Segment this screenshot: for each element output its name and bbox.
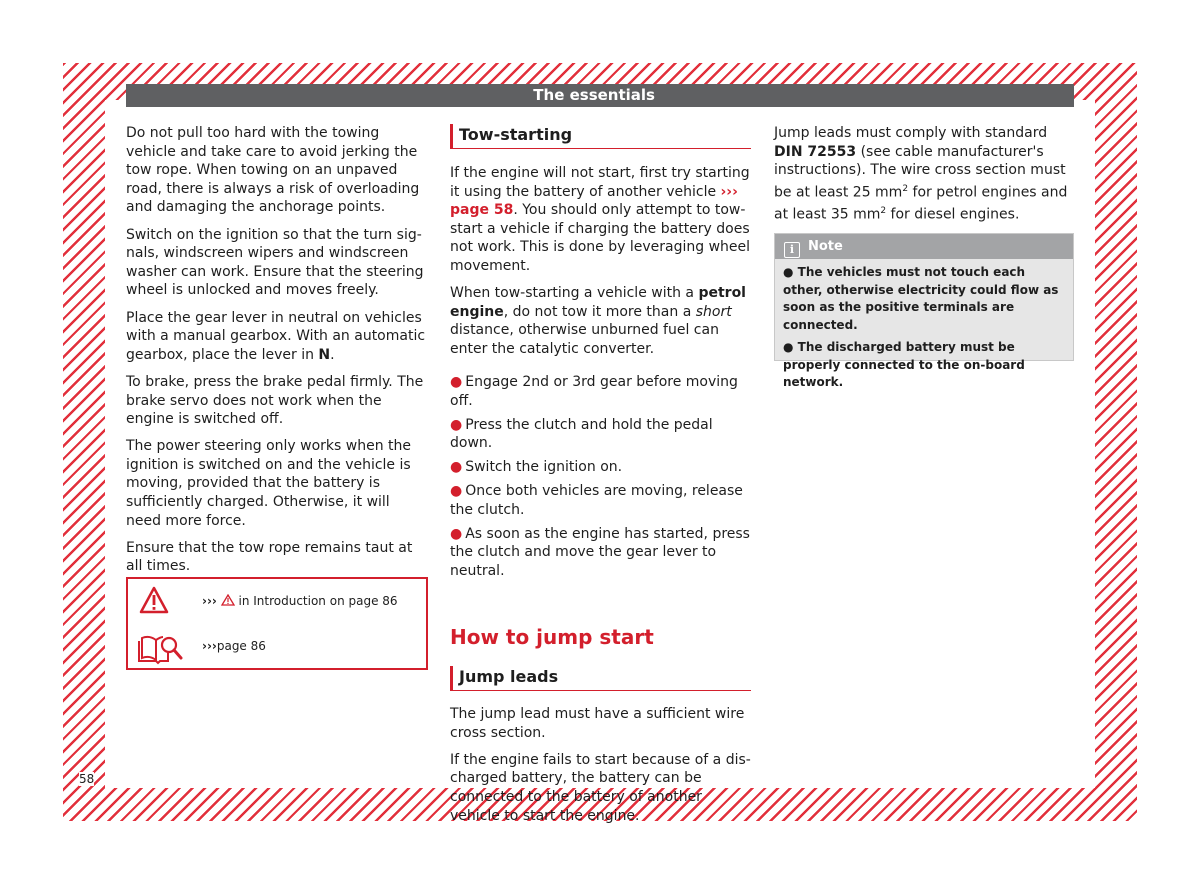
column-right [774,124,1074,233]
chevron-link-icon: ››› [202,639,217,653]
text-span: . You should only attempt to tow-start a vehicle if charging the battery does not work. This is done by leveraging wheel movement. [450,202,751,274]
column-middle [450,124,751,834]
text-span: distance, otherwise unburned fuel can enter the catalytic converter. [450,322,719,357]
steps-list [450,373,751,581]
note-title: Note [808,239,843,254]
standard-name: DIN 72553 [774,143,857,160]
warning-triangle-small-icon [221,594,235,606]
text-span: If the engine will not start, first try starting it using the battery of another vehicle [450,165,750,200]
page-number: 58 [79,772,95,786]
column-left [126,124,428,585]
bullet-icon: ● [450,374,463,391]
note-item-text: The discharged battery must be properly connected to the on-board network. [783,340,1025,389]
bullet-icon: ● [783,340,794,354]
bullet-icon: ● [783,265,794,279]
text-span: for petrol engines and at least 35 mm [774,184,1068,223]
emphasis: petrol engine [450,285,746,320]
bullet-icon: ● [450,416,463,433]
info-icon: i [784,242,800,258]
bullet-icon: ● [450,459,463,476]
paragraph [126,309,428,365]
superscript: 2 [902,183,909,194]
note-body [775,259,1073,392]
note-box [774,233,1074,389]
warning-triangle-icon [139,586,169,614]
note-header [775,234,1073,259]
emphasis: short [695,303,732,320]
section-title: The essentials [533,86,655,104]
paragraph: Ensure that the tow rope remains taut at all times. [126,539,413,575]
text-span: . [330,346,335,363]
reference-text: page 86 [216,639,266,653]
list-item [450,482,751,519]
text-span: for diesel engines. [886,206,1020,223]
list-item [450,458,751,477]
list-item [450,373,751,410]
paragraph [450,284,751,358]
text-span: (see cable manufacturer's instructions). The wire cross section must be at least 25 mm [774,143,1066,201]
list-item [450,525,751,581]
heading-jump-leads: Jump leads [450,666,751,691]
book-search-icon [136,633,184,665]
paragraph: The jump lead must have a sufficient wire cross section. [450,706,745,741]
chevron-link-icon: ››› [202,594,217,608]
paragraph: Do not pull too hard with the towing vehicle and take care to avoid jerking the tow rope. When towing on an unpaved road, there is always a risk of overloading and damaging the anchorage points. [126,125,420,216]
list-item-text: Switch the ignition on. [465,459,623,476]
list-item-text: Once both vehicles are moving, release the clutch. [450,483,743,518]
paragraph: To brake, press the brake pedal firmly. The brake servo does not work when the engine is switched off. [126,373,424,428]
heading-tow-starting: Tow-starting [450,124,751,149]
paragraph [774,124,1074,224]
paragraph: The power steering only works when the ignition is switched on and the vehicle is moving, provided that the battery is sufficiently charged. Otherwise, it will need more force. [126,438,411,529]
warning-reference-row[interactable] [202,594,398,608]
page-link[interactable]: ››› page 58 [450,183,738,219]
note-item-text: The vehicles must not touch each other, otherwise electricity could flow as soon as the positive terminals are connected. [783,265,1059,332]
note-item [783,339,1065,392]
superscript: 2 [880,206,887,217]
heading-how-to-jump-start: How to jump start [450,625,654,650]
text-span: When tow-starting a vehicle with a [450,285,699,302]
list-item-text: Press the clutch and hold the pedal down. [450,416,713,452]
list-item [450,416,751,453]
list-item-text: Engage 2nd or 3rd gear before moving off. [450,374,738,409]
bullet-icon: ● [450,525,463,542]
text-span: Jump leads must comply with standard [774,125,1048,141]
reference-text: in Introduction on page 86 [234,594,398,608]
paragraph: If the engine fails to start because of a discharged battery, the battery can be connected to the battery of another vehicle to start the engine. [450,751,751,824]
bullet-icon: ● [450,483,463,500]
list-item-text: As soon as the engine has started, press the clutch and move the gear lever to neutral. [450,525,750,580]
warning-reference-box [126,577,428,670]
note-item [783,264,1065,334]
gear-n-label: N [318,346,331,363]
text-span: , do not tow it more than a [503,303,696,320]
page-reference-row[interactable] [202,639,266,653]
paragraph: Switch on the ignition so that the turn signals, windscreen wipers and windscreen washer can work. Ensure that the steering wheel is unlocked and moves freely. [126,226,424,299]
text-span: Place the gear lever in neutral on vehicles with a manual gearbox. With an automatic gearbox, place the lever in [126,309,426,363]
paragraph [450,164,751,276]
section-header [126,84,1074,107]
